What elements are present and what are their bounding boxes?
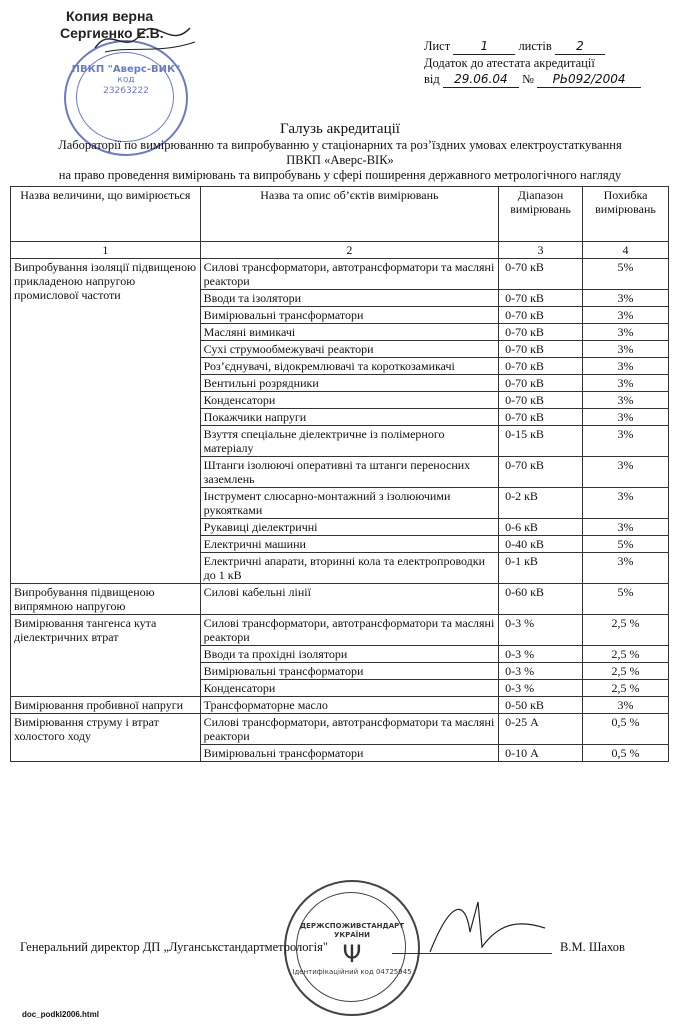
measurement-object: Силові кабельні лінії — [200, 584, 498, 615]
measurement-range: 0-70 кВ — [499, 358, 583, 375]
measurement-range: 0-10 А — [499, 745, 583, 762]
measurement-error: 3% — [583, 375, 669, 392]
measurement-object: Вимірювальні трансформатори — [200, 307, 498, 324]
measured-quantity: Вимірювання пробивної напруги — [11, 697, 201, 714]
seal-code: 23263222 — [103, 86, 149, 96]
title-line-1: Галузь акредитації — [280, 121, 400, 137]
measurement-range: 0-70 кВ — [499, 457, 583, 488]
measurement-error: 3% — [583, 307, 669, 324]
number-label: № — [522, 72, 534, 86]
measurement-error: 3% — [583, 426, 669, 457]
header-range: Діапазон вимірювань — [499, 187, 583, 242]
table-header-row — [11, 187, 669, 242]
measured-quantity: Вимірювання тангенса кута діелектричних втрат — [11, 615, 201, 697]
measurement-range: 0-6 кВ — [499, 519, 583, 536]
table-row — [11, 584, 669, 615]
measurement-error: 2,5 % — [583, 615, 669, 646]
measurement-range: 0-50 кВ — [499, 697, 583, 714]
measurement-error: 2,5 % — [583, 680, 669, 697]
col-number-3: 3 — [499, 242, 583, 259]
measurement-range: 0-3 % — [499, 646, 583, 663]
measurement-object: Силові трансформатори, автотрансформатори та масляні реактори — [200, 259, 498, 290]
measurement-object: Вводи та прохідні ізолятори — [200, 646, 498, 663]
measurement-object: Інструмент слюсарно-монтажний з ізолюючими рукоятками — [200, 488, 498, 519]
header-objects: Назва та опис об’єктів вимірювань — [200, 187, 498, 242]
table-row — [11, 259, 669, 290]
measurement-error: 3% — [583, 553, 669, 584]
measurement-error: 3% — [583, 697, 669, 714]
measurement-object: Конденсатори — [200, 392, 498, 409]
measurement-error: 0,5 % — [583, 745, 669, 762]
measurement-error: 3% — [583, 409, 669, 426]
measurement-error: 3% — [583, 488, 669, 519]
measurement-object: Електричні машини — [200, 536, 498, 553]
measurement-error: 5% — [583, 536, 669, 553]
col-number-4: 4 — [583, 242, 669, 259]
col-number-1: 1 — [11, 242, 201, 259]
measurement-error: 5% — [583, 584, 669, 615]
col-number-2: 2 — [200, 242, 498, 259]
measurement-object: Покажчики напруги — [200, 409, 498, 426]
date-value: 29.06.04 — [443, 71, 519, 88]
measurement-error: 5% — [583, 259, 669, 290]
measurement-range: 0-70 кВ — [499, 341, 583, 358]
list-label: Лист — [424, 39, 451, 53]
measurement-error: 3% — [583, 392, 669, 409]
measurement-range: 0-70 кВ — [499, 290, 583, 307]
measurement-range: 0-2 кВ — [499, 488, 583, 519]
copy-line-1: Копия верна — [66, 8, 154, 24]
seal-id-code: Ідентифікаційний код 04725945 — [292, 968, 412, 976]
measurement-range: 0-70 кВ — [499, 409, 583, 426]
measurement-object: Взуття спеціальне діелектричне із полімерного матеріалу — [200, 426, 498, 457]
measurement-range: 0-70 кВ — [499, 375, 583, 392]
sheets-value: 2 — [555, 38, 605, 55]
seal-name: ПВКП "Аверс-ВИК" — [71, 64, 181, 75]
file-name: doc_podkl2006.html — [22, 1010, 99, 1019]
sheets-label: листів — [518, 39, 552, 53]
measurement-error: 3% — [583, 457, 669, 488]
attestation-header — [424, 38, 641, 88]
measurement-object: Вимірювальні трансформатори — [200, 745, 498, 762]
measured-quantity: Випробування ізоляції підвищеною прикладеною напругою промислової частоти — [11, 259, 201, 584]
seal-code-label: код — [117, 75, 135, 85]
measurement-object: Вентильні розрядники — [200, 375, 498, 392]
accreditation-table — [10, 186, 669, 762]
measurement-range: 0-70 кВ — [499, 324, 583, 341]
seal-center-text: ДЕРЖСПОЖИВСТАНДАРТ УКРАЇНИ — [299, 922, 405, 939]
from-label: від — [424, 72, 440, 86]
measurement-error: 0,5 % — [583, 714, 669, 745]
measurement-range: 0-70 кВ — [499, 259, 583, 290]
title-line-3: ПВКП «Аверс-ВІК» — [286, 153, 394, 167]
measurement-range: 0-1 кВ — [499, 553, 583, 584]
measurement-range: 0-40 кВ — [499, 536, 583, 553]
measurement-object: Вводи та ізолятори — [200, 290, 498, 307]
measurement-error: 3% — [583, 324, 669, 341]
measured-quantity: Випробування підвищеною випрямною напругою — [11, 584, 201, 615]
list-value: 1 — [453, 38, 515, 55]
measurement-range: 0-70 кВ — [499, 392, 583, 409]
measurement-object: Рукавиці діелектричні — [200, 519, 498, 536]
director-line: Генеральний директор ДП „Луганськстандартметрологія" — [20, 940, 329, 954]
header-error: Похибка вимірювань — [583, 187, 669, 242]
title-line-2: Лабораторії по вимірюванню та випробуванню у стаціонарних та роз’їздних умовах електроустаткування — [58, 138, 622, 152]
measurement-error: 3% — [583, 519, 669, 536]
measurement-object: Роз’єднувачі, відокремлювачі та короткозамикачі — [200, 358, 498, 375]
title-line-4: на право проведення вимірювань та випробувань у сфері поширення державного метрологічного нагляду — [58, 168, 622, 182]
measurement-range: 0-70 кВ — [499, 307, 583, 324]
trident-icon: Ψ — [342, 940, 362, 968]
measurement-range: 0-3 % — [499, 615, 583, 646]
measurement-range: 0-3 % — [499, 680, 583, 697]
measurement-error: 3% — [583, 358, 669, 375]
measurement-object: Силові трансформатори, автотрансформатори та масляні реактори — [200, 714, 498, 745]
table-row — [11, 697, 669, 714]
measurement-range: 0-60 кВ — [499, 584, 583, 615]
attachment-text: Додаток до атестата акредитації — [424, 56, 595, 70]
table-row — [11, 615, 669, 646]
measurement-object: Сухі струмообмежувачі реактори — [200, 341, 498, 358]
document-title — [0, 120, 680, 183]
signature-name: В.М. Шахов — [560, 940, 625, 954]
header-quantity: Назва величини, що вимірюється — [11, 187, 201, 242]
measurement-object: Вимірювальні трансформатори — [200, 663, 498, 680]
table-number-row — [11, 242, 669, 259]
measurement-error: 3% — [583, 341, 669, 358]
measured-quantity: Вимірювання струму і втрат холостого ходу — [11, 714, 201, 762]
number-value: РЬ092/2004 — [537, 71, 641, 88]
top-signature — [90, 20, 200, 60]
measurement-object: Трансформаторне масло — [200, 697, 498, 714]
measurement-range: 0-15 кВ — [499, 426, 583, 457]
measurement-range: 0-25 А — [499, 714, 583, 745]
measurement-range: 0-3 % — [499, 663, 583, 680]
measurement-object: Конденсатори — [200, 680, 498, 697]
director-signature — [420, 892, 550, 962]
measurement-error: 2,5 % — [583, 646, 669, 663]
measurement-object: Масляні вимикачі — [200, 324, 498, 341]
measurement-object: Штанги ізолюючі оперативні та штанги переносних заземлень — [200, 457, 498, 488]
copy-line-2: Сергиенко Е.В. — [60, 25, 164, 41]
measurement-object: Електричні апарати, вторинні кола та електропроводки до 1 кВ — [200, 553, 498, 584]
state-seal — [284, 880, 420, 1016]
measurement-error: 2,5 % — [583, 663, 669, 680]
table-row — [11, 714, 669, 745]
measurement-object: Силові трансформатори, автотрансформатори та масляні реактори — [200, 615, 498, 646]
measurement-error: 3% — [583, 290, 669, 307]
